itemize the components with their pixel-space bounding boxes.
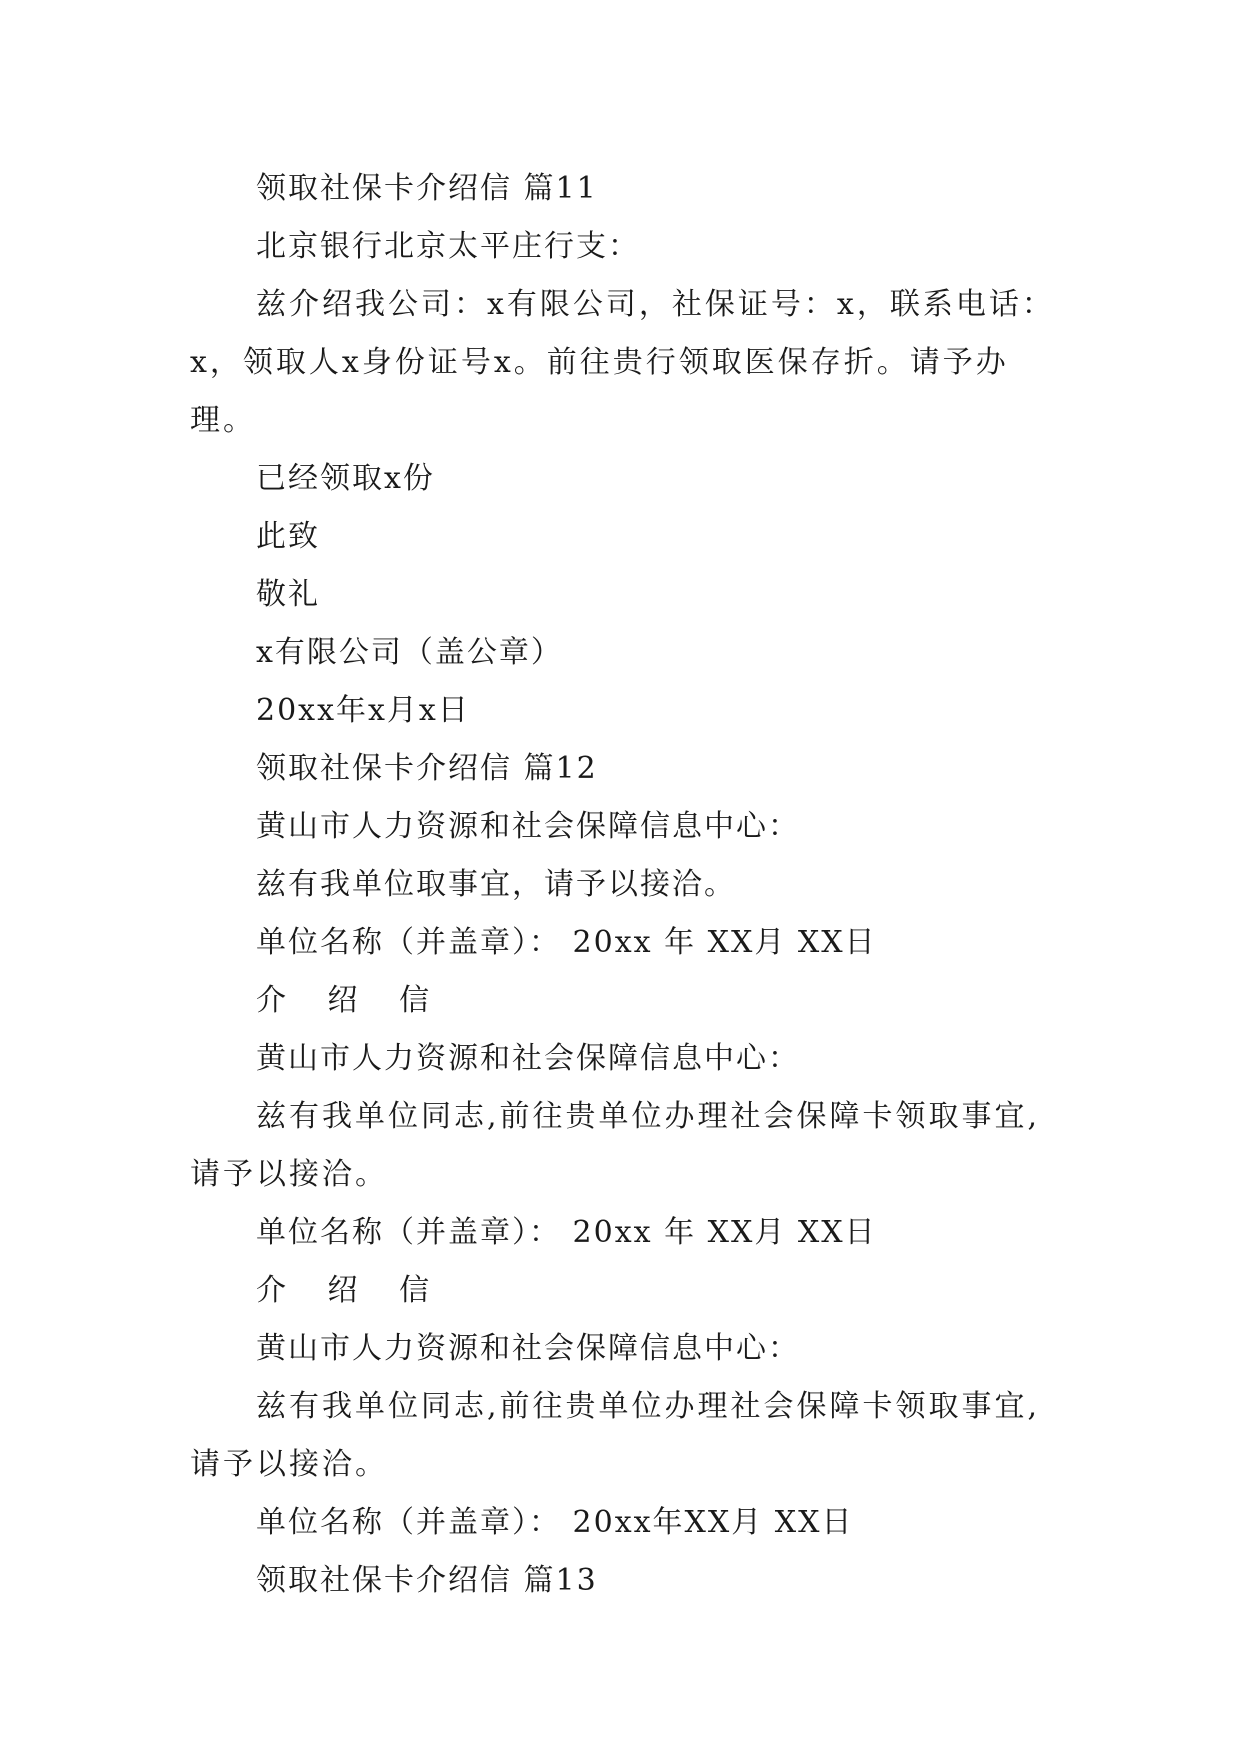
section-heading: 领取社保卡介绍信 篇13 (256, 1563, 598, 1598)
closing-line: 此致 (256, 519, 320, 554)
signature: x有限公司（盖公章） (256, 635, 563, 670)
signature-date-line: 单位名称（并盖章）： 20xx 年 XX月 XX日 (256, 1215, 877, 1250)
signature-date-line: 单位名称（并盖章）： 20xx 年 XX月 XX日 (256, 925, 877, 960)
addressee: 黄山市人力资源和社会保障信息中心： (256, 809, 800, 844)
section-heading: 领取社保卡介绍信 篇12 (256, 751, 598, 786)
closing-salutation: 敬礼 (256, 577, 320, 612)
date-line: 20xx年x月x日 (256, 693, 470, 728)
addressee: 北京银行北京太平庄行支： (256, 229, 640, 264)
document-page (190, 160, 1070, 1610)
letter-title: 介 绍 信 (256, 1273, 446, 1308)
body-paragraph: 兹有我单位同志,前往贵单位办理社会保障卡领取事宜,请予以接洽。 (190, 1099, 1041, 1192)
body-paragraph: 兹有我单位同志,前往贵单位办理社会保障卡领取事宜,请予以接洽。 (190, 1389, 1041, 1482)
body-text: 已经领取x份 (256, 461, 435, 496)
addressee: 黄山市人力资源和社会保障信息中心： (256, 1331, 800, 1366)
body-paragraph: 兹介绍我公司：x有限公司，社保证号：x，联系电话：x，领取人x身份证号x。前往贵行领取医保存折。请予办理。 (190, 287, 1055, 438)
addressee: 黄山市人力资源和社会保障信息中心： (256, 1041, 800, 1076)
section-heading: 领取社保卡介绍信 篇11 (256, 171, 598, 206)
signature-date-line: 单位名称（并盖章）： 20xx年XX月 XX日 (256, 1505, 854, 1540)
letter-title: 介 绍 信 (256, 983, 446, 1018)
body-text: 兹有我单位取事宜，请予以接洽。 (256, 867, 736, 902)
